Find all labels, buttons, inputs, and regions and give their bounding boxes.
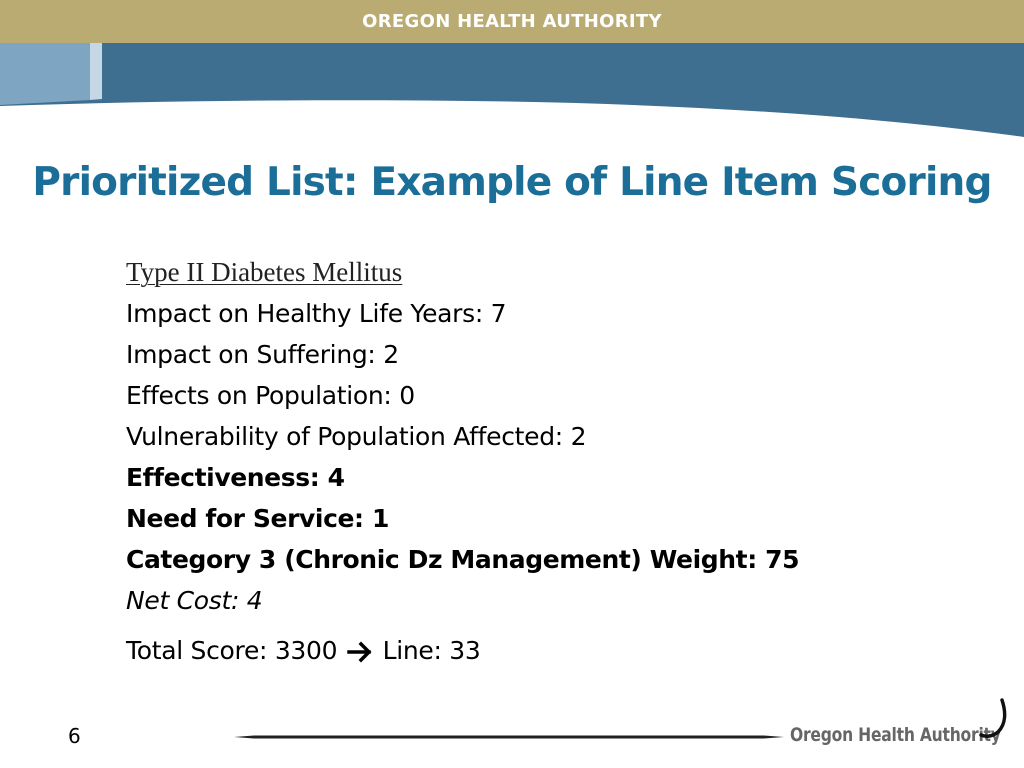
line-number: Line: 33 bbox=[382, 636, 481, 665]
footer-logo-text: Oregon Health Authority bbox=[790, 724, 1001, 746]
score-line-vulnerability: Vulnerability of Population Affected: 2 bbox=[126, 422, 587, 451]
total-score: Total Score: 3300 bbox=[126, 636, 338, 665]
condition-name: Type II Diabetes Mellitus bbox=[126, 257, 403, 287]
scoring-content bbox=[126, 252, 1006, 671]
score-line-net-cost: Net Cost: 4 bbox=[126, 586, 263, 615]
oha-logo-mark-icon bbox=[978, 698, 1012, 740]
right-arrow-icon bbox=[345, 640, 375, 664]
total-score-line bbox=[126, 630, 1006, 671]
score-line-suffering: Impact on Suffering: 2 bbox=[126, 340, 399, 369]
score-line-healthy-life-years: Impact on Healthy Life Years: 7 bbox=[126, 299, 507, 328]
score-line-need-for-service: Need for Service: 1 bbox=[126, 504, 389, 533]
score-line-effectiveness: Effectiveness: 4 bbox=[126, 463, 345, 492]
slide-title: Prioritized List: Example of Line Item Scoring bbox=[32, 160, 992, 205]
footer-rule bbox=[234, 727, 784, 747]
page-number: 6 bbox=[68, 724, 81, 748]
header-wave-graphic bbox=[0, 43, 1024, 143]
score-line-category-weight: Category 3 (Chronic Dz Management) Weight: 75 bbox=[126, 545, 800, 574]
top-banner bbox=[0, 0, 1024, 43]
banner-title: OREGON HEALTH AUTHORITY bbox=[362, 11, 662, 32]
score-line-population-effects: Effects on Population: 0 bbox=[126, 381, 415, 410]
